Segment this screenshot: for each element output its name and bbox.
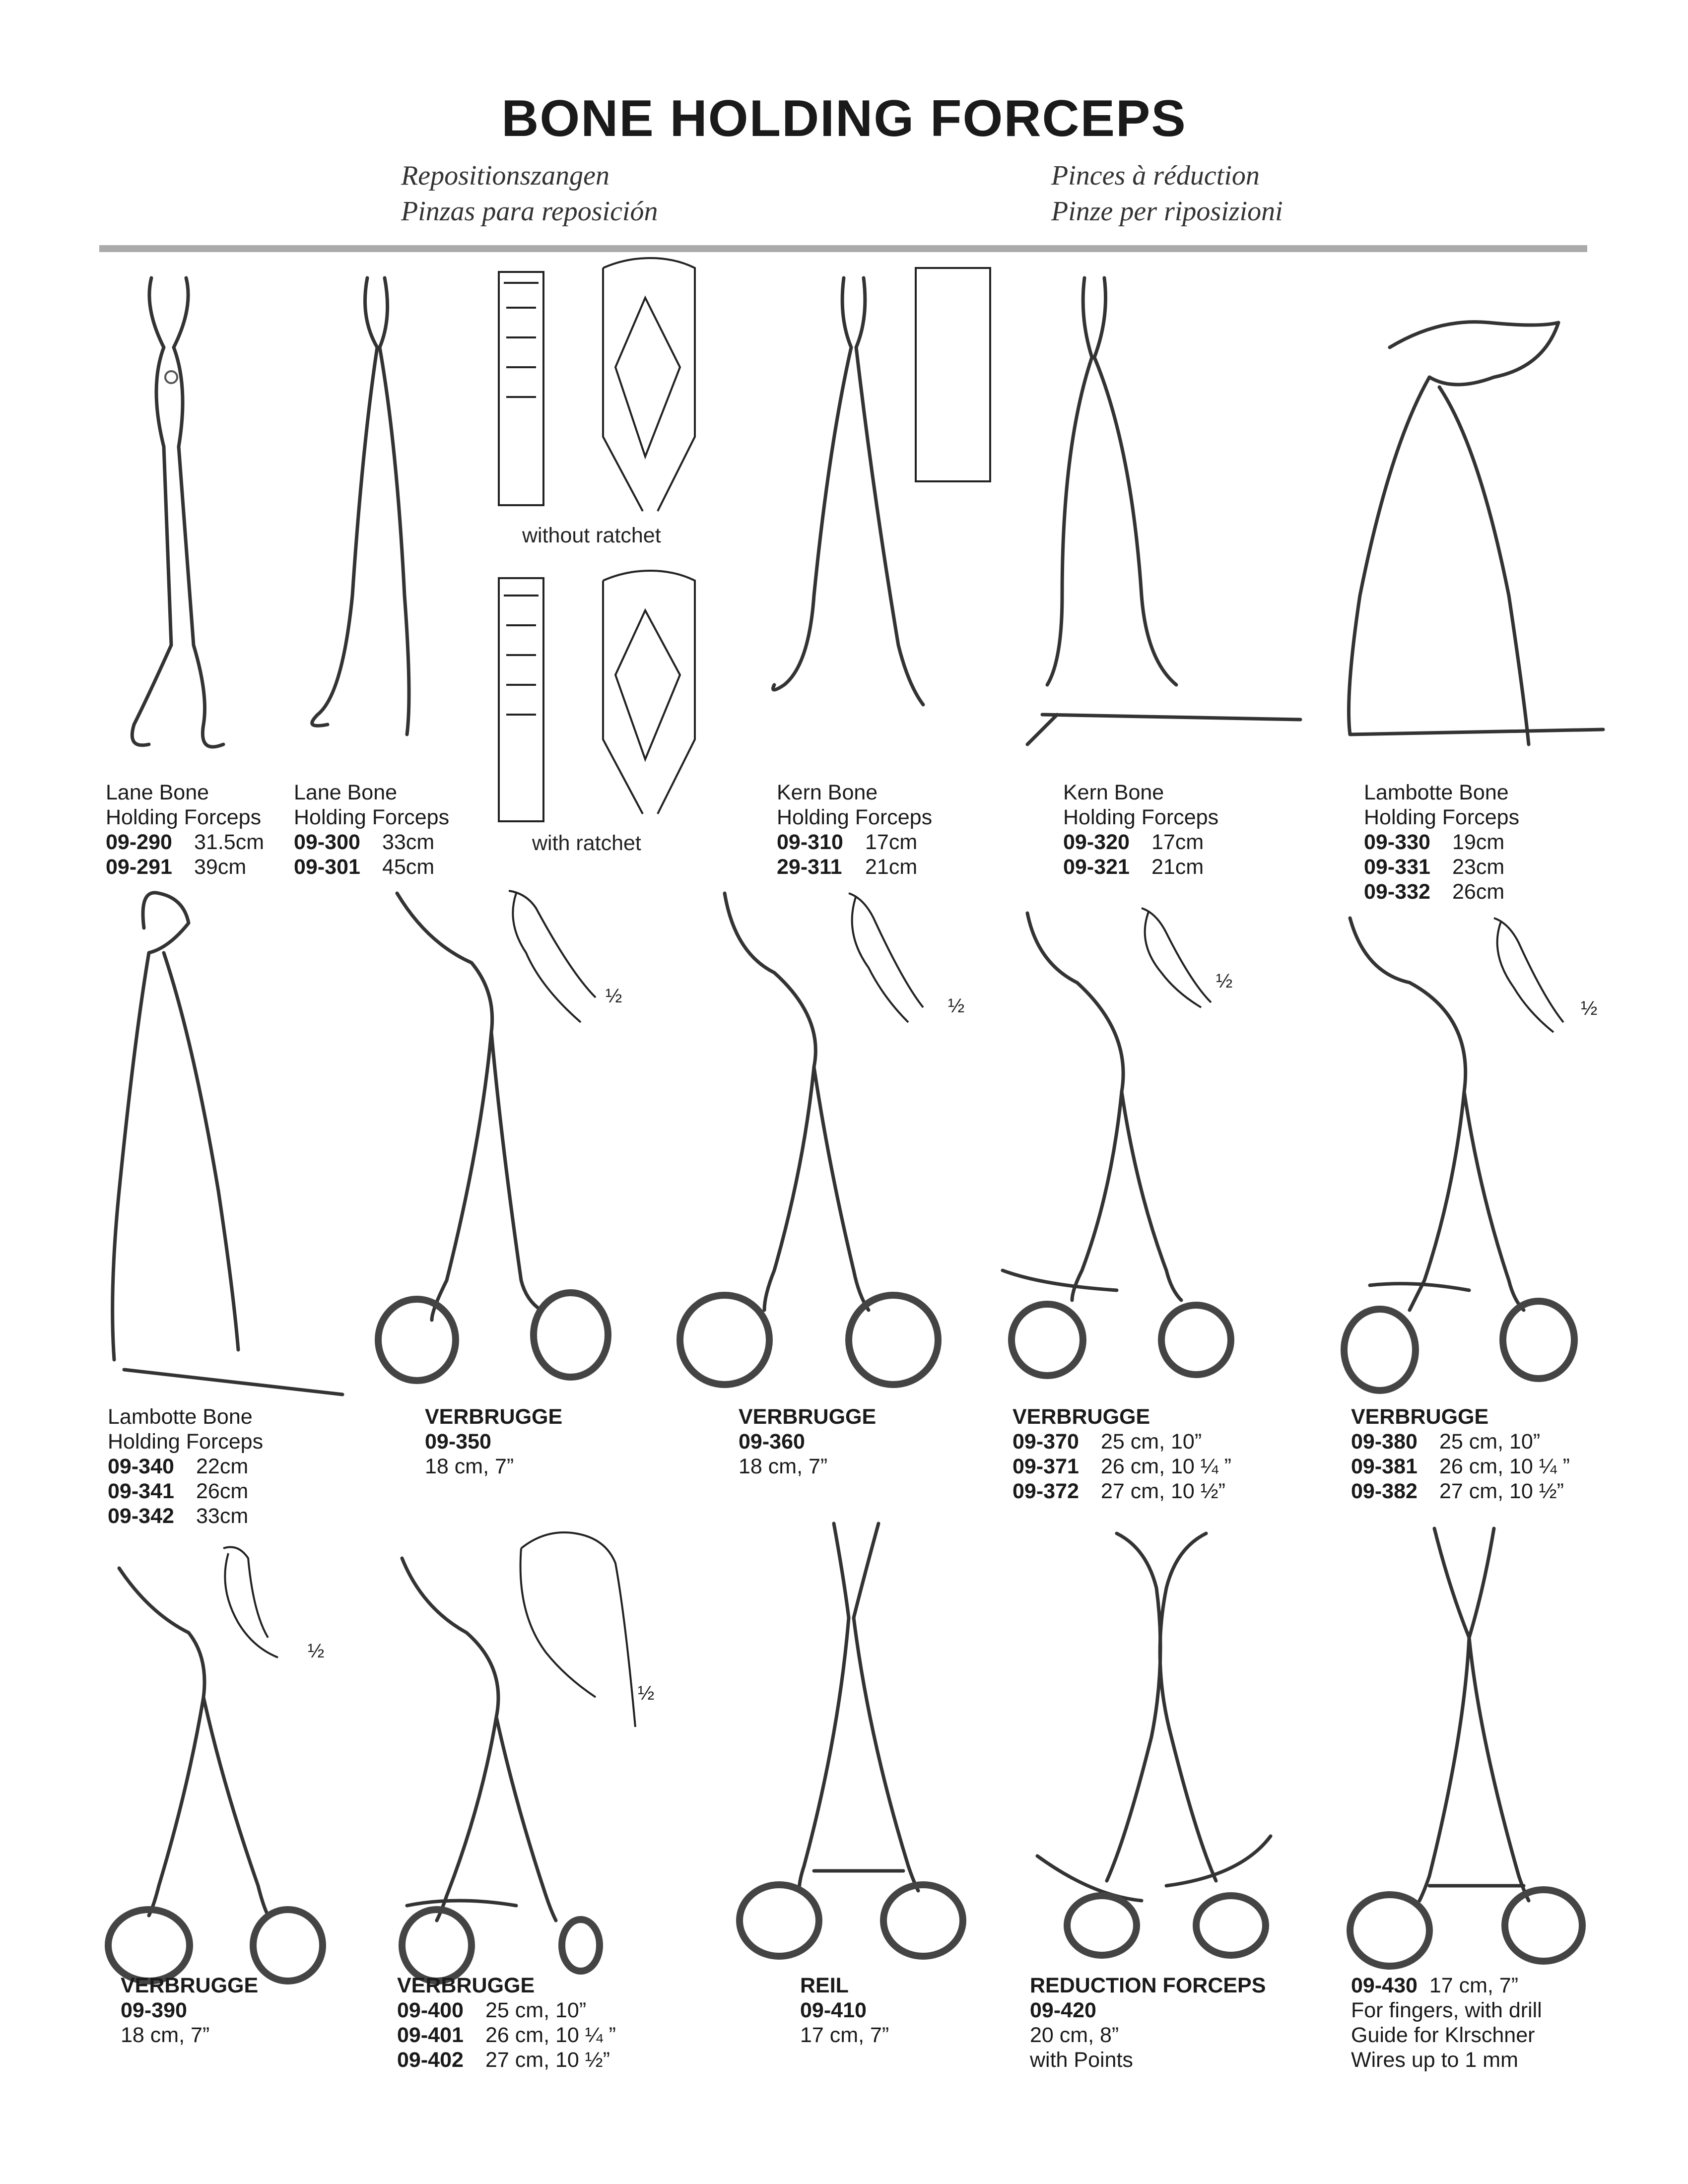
product-code: 29-311: [777, 855, 842, 879]
half-scale-mark: ½: [606, 985, 622, 1007]
product-size: 17cm: [865, 830, 918, 854]
product-code: 09-340: [108, 1455, 174, 1478]
product-name: Lambotte Bone: [1364, 781, 1509, 804]
product-note: Guide for Klrschner: [1351, 2023, 1535, 2047]
product-code: 09-332: [1364, 880, 1430, 904]
product-code: 09-331: [1364, 855, 1430, 879]
product-size: 31.5cm: [194, 830, 265, 854]
product-code: 09-370: [1013, 1430, 1079, 1454]
product-size: 26 cm, 10 ¼ ”: [1101, 1455, 1231, 1478]
product-code: 09-381: [1351, 1455, 1418, 1478]
lane-forceps-large-icon: [132, 278, 223, 747]
subtitle-de: Repositionszangen: [401, 160, 609, 191]
half-scale-mark: ½: [638, 1682, 655, 1704]
subtitle-fr: Pinces à réduction: [1051, 160, 1260, 191]
product-size: 18 cm, 7”: [121, 2023, 210, 2047]
lane-forceps-long-icon: [312, 278, 409, 734]
product-size: 27 cm, 10 ½”: [485, 2048, 610, 2072]
product-name-line2: Holding Forceps: [106, 805, 262, 829]
verbrugge-09-360-icon: [680, 893, 964, 1385]
product-size: 25 cm, 10”: [1101, 1430, 1202, 1454]
product-caption: [108, 1404, 263, 1528]
product-size: 45cm: [382, 855, 435, 879]
half-scale-mark: ½: [1216, 970, 1233, 992]
product-size: 17 cm, 7”: [1429, 1974, 1519, 1997]
reil-forceps-icon: [740, 1523, 963, 1956]
product-code: 09-321: [1063, 855, 1130, 879]
product-caption: [1351, 1973, 1542, 2072]
product-name: REDUCTION FORCEPS: [1030, 1974, 1266, 1997]
product-caption: [1013, 1404, 1231, 1504]
product-code: 09-380: [1351, 1430, 1418, 1454]
product-caption: [1364, 780, 1519, 904]
product-caption: [777, 780, 932, 879]
product-code: 09-390: [121, 1998, 187, 2022]
product-code: 09-300: [294, 830, 360, 854]
product-code: 09-291: [106, 855, 172, 879]
product-code: 09-402: [397, 2048, 464, 2072]
product-name: VERBRUGGE: [1013, 1405, 1150, 1429]
product-size: 22cm: [196, 1455, 249, 1478]
verbrugge-09-390-icon: [108, 1547, 324, 1982]
product-size: 20 cm, 8”: [1030, 2023, 1119, 2047]
product-size: 18 cm, 7”: [425, 1455, 514, 1478]
product-size: 26 cm, 10 ¼ ”: [485, 2023, 616, 2047]
product-name: Kern Bone: [777, 781, 878, 804]
reduction-forceps-icon: [1037, 1533, 1271, 1955]
product-caption: [425, 1404, 562, 1479]
product-name: Lane Bone: [294, 781, 398, 804]
product-code: 09-400: [397, 1998, 464, 2022]
product-code: 09-350: [425, 1430, 491, 1454]
product-caption: [1063, 780, 1218, 879]
product-code: 09-341: [108, 1479, 174, 1503]
product-size: 27 cm, 10 ½”: [1439, 1479, 1564, 1503]
kern-forceps-small-icon: [773, 268, 991, 705]
product-caption: [1351, 1404, 1570, 1504]
product-size: 33cm: [196, 1504, 249, 1528]
product-name-line2: Holding Forceps: [294, 805, 450, 829]
product-caption: [121, 1973, 258, 2048]
verbrugge-09-350-icon: [378, 891, 622, 1381]
product-caption: [294, 780, 449, 879]
product-name: Lane Bone: [106, 781, 209, 804]
product-note: with Points: [1030, 2048, 1133, 2072]
product-size: 25 cm, 10”: [1439, 1430, 1541, 1454]
product-size: 17cm: [1151, 830, 1204, 854]
product-code: 09-430: [1351, 1974, 1418, 1997]
product-size: 26 cm, 10 ¼ ”: [1439, 1455, 1570, 1478]
product-code: 09-401: [397, 2023, 464, 2047]
product-size: 25 cm, 10”: [485, 1998, 587, 2022]
product-name: VERBRUGGE: [1351, 1405, 1489, 1429]
verbrugge-09-400-icon: [402, 1532, 654, 1981]
product-size: 39cm: [194, 855, 247, 879]
product-caption: [106, 780, 264, 879]
product-size: 27 cm, 10 ½”: [1101, 1479, 1225, 1503]
half-scale-mark: ½: [1581, 997, 1598, 1019]
product-size: 33cm: [382, 830, 435, 854]
half-scale-mark: ½: [948, 995, 965, 1017]
jaw-detail-with-ratchet-icon: [499, 571, 695, 821]
product-code: 09-290: [106, 830, 172, 854]
kern-forceps-ratchet-icon: [1027, 278, 1300, 744]
fingers-drill-guide-forceps-icon: [1350, 1528, 1582, 1966]
product-name: Lambotte Bone: [108, 1405, 253, 1429]
subtitle-it: Pinze per riposizioni: [1051, 196, 1283, 227]
page-title: BONE HOLDING FORCEPS: [501, 90, 1187, 147]
product-code: 09-410: [800, 1998, 867, 2022]
product-size: 21cm: [865, 855, 918, 879]
product-code: 09-301: [294, 855, 360, 879]
product-code: 09-382: [1351, 1479, 1418, 1503]
product-name-line2: Holding Forceps: [777, 805, 933, 829]
product-size: 19cm: [1452, 830, 1505, 854]
product-name: REIL: [800, 1974, 849, 1997]
verbrugge-09-380-icon: [1344, 918, 1597, 1390]
product-code: 09-420: [1030, 1998, 1096, 2022]
product-code: 09-320: [1063, 830, 1130, 854]
product-code: 09-372: [1013, 1479, 1079, 1503]
without-ratchet-label: without ratchet: [522, 524, 661, 547]
product-code: 09-310: [777, 830, 843, 854]
product-code: 09-342: [108, 1504, 174, 1528]
subtitle-es: Pinzas para reposición: [401, 196, 658, 227]
product-name: VERBRUGGE: [121, 1974, 259, 1997]
product-size: 23cm: [1452, 855, 1505, 879]
product-size: 26cm: [196, 1479, 249, 1503]
product-size: 26cm: [1452, 880, 1505, 904]
product-size: 17 cm, 7”: [800, 2023, 889, 2047]
product-caption: [800, 1973, 889, 2048]
product-caption: [1030, 1973, 1266, 2072]
product-name-line2: Holding Forceps: [108, 1430, 264, 1454]
product-caption: [397, 1973, 616, 2072]
with-ratchet-label: with ratchet: [532, 831, 641, 855]
product-name: VERBRUGGE: [739, 1405, 877, 1429]
product-name: VERBRUGGE: [397, 1974, 535, 1997]
product-note: Wires up to 1 mm: [1351, 2048, 1518, 2072]
lambotte-forceps-large-icon: [113, 893, 342, 1394]
verbrugge-09-370-icon: [1003, 908, 1232, 1376]
product-name: Kern Bone: [1063, 781, 1164, 804]
product-size: 21cm: [1151, 855, 1204, 879]
product-code: 09-371: [1013, 1455, 1079, 1478]
product-code: 09-330: [1364, 830, 1430, 854]
half-scale-mark: ½: [308, 1640, 325, 1662]
product-name: VERBRUGGE: [425, 1405, 563, 1429]
product-name-line2: Holding Forceps: [1364, 805, 1520, 829]
product-caption: [739, 1404, 876, 1479]
product-name-line2: Holding Forceps: [1063, 805, 1219, 829]
product-size: 18 cm, 7”: [739, 1455, 828, 1478]
product-note: For fingers, with drill: [1351, 1998, 1542, 2022]
product-code: 09-360: [739, 1430, 805, 1454]
jaw-detail-without-ratchet-icon: [499, 258, 695, 511]
lambotte-forceps-small-icon: [1349, 322, 1604, 744]
